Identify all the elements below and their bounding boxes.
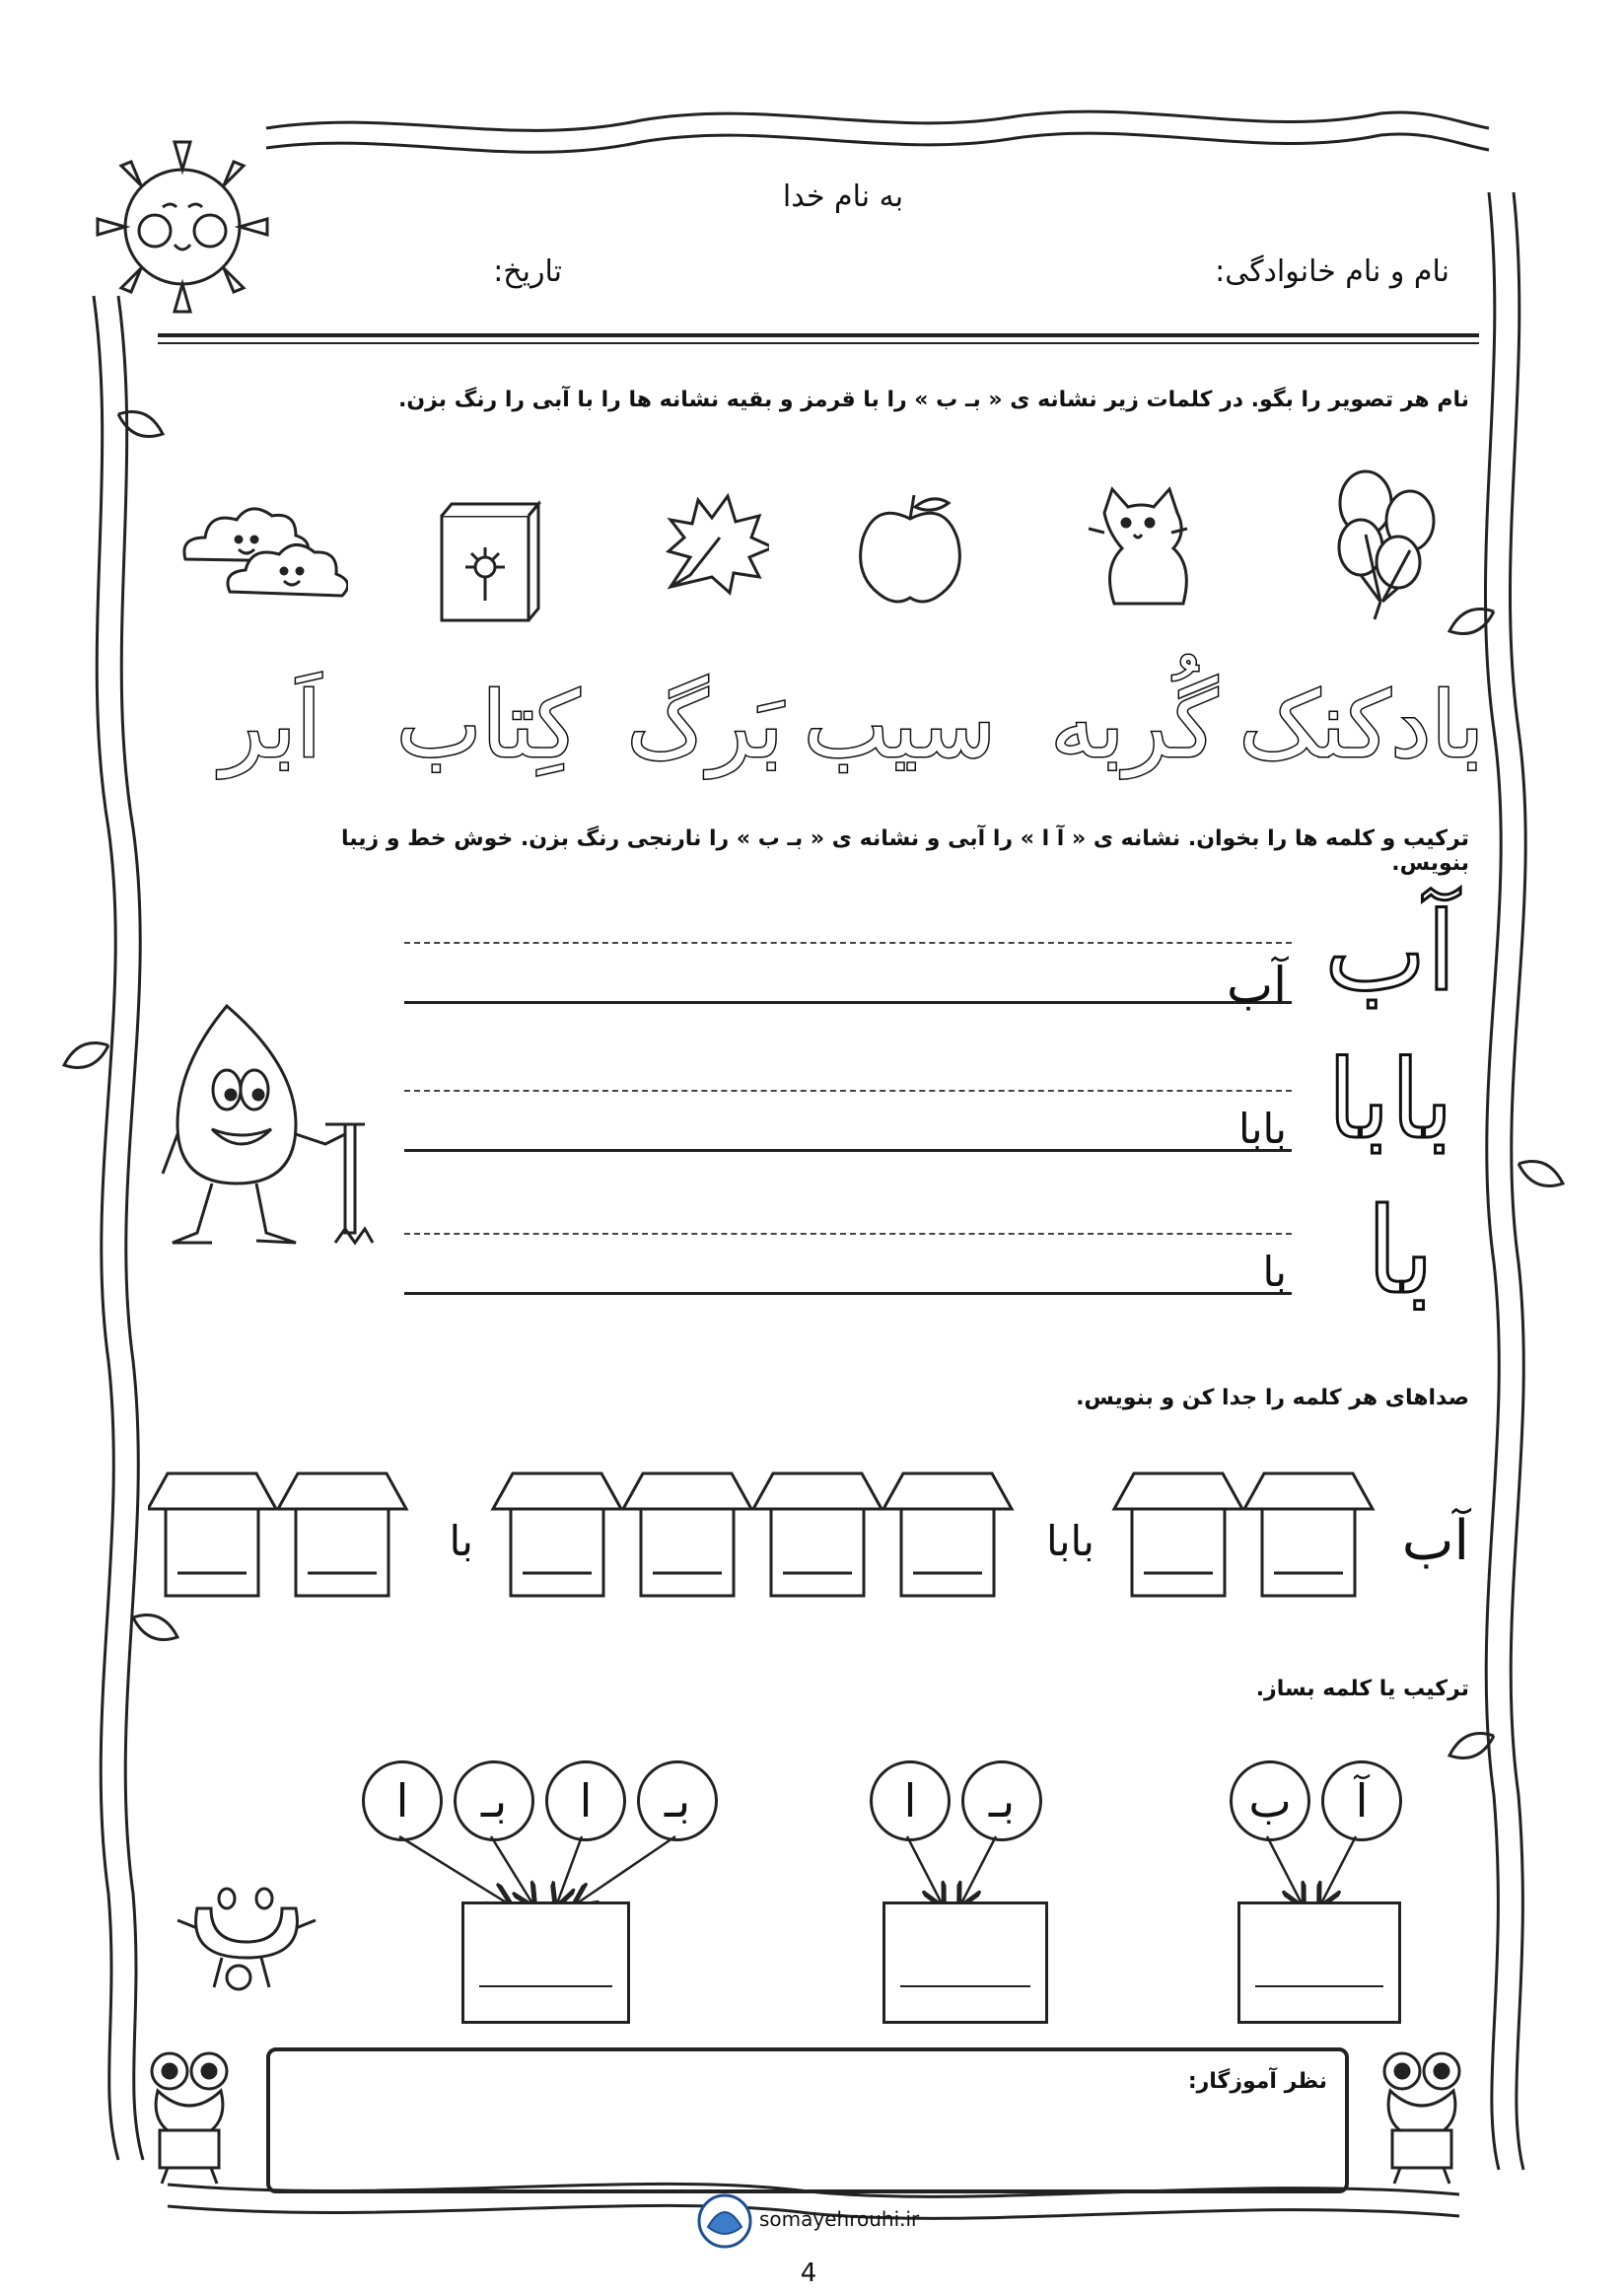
big-word-ba: با	[1366, 1183, 1435, 1321]
big-word-baba: بابا	[1326, 1037, 1454, 1163]
name-label: نام و نام خانوادگی:	[1215, 254, 1449, 289]
balloons-icon	[1321, 464, 1449, 621]
answer-box[interactable]	[461, 1901, 630, 2024]
house-box	[148, 1473, 276, 1596]
house-box	[1114, 1473, 1242, 1596]
letter-circle: ا	[870, 1760, 951, 1841]
section2-instruction: ترکیب و کلمه ها را بخوان. نشانه ی « آ ا » را آبی و نشانه ی « بـ ب » را نارنجی رنگ بزن. خوش خط و زیبا بنویس.	[341, 826, 1469, 876]
s3-word-ab: آب	[1401, 1509, 1469, 1573]
house-box	[623, 1473, 751, 1596]
sound-houses	[148, 1470, 1380, 1608]
website-text: somayehrouhi.ir	[759, 2207, 920, 2231]
letter-circle: بـ	[454, 1760, 534, 1841]
letter-circle: آ	[1321, 1760, 1402, 1841]
letter-circle: بـ	[637, 1760, 718, 1841]
site-logo-icon	[690, 2191, 759, 2251]
date-label: تاریخ:	[493, 254, 562, 289]
house-box	[493, 1473, 621, 1596]
section1-instruction: نام هر تصویر را بگو. در کلمات زیر نشانه ی « بـ ب » را با قرمز و بقیه نشانه ها را با آبی را رنگ بزن.	[397, 388, 1469, 412]
letter-circle: بـ	[961, 1760, 1042, 1841]
small-word-baba: بابا	[1238, 1105, 1287, 1153]
book-icon	[434, 498, 542, 626]
word-ketab: کِتاب	[395, 673, 581, 778]
word-gorbe: گُربه	[1050, 673, 1218, 778]
sun-icon	[84, 128, 281, 325]
house-box	[883, 1473, 1012, 1596]
word-badkonak: بادکنک	[1238, 673, 1484, 778]
frog-reading-icon	[138, 2042, 247, 2189]
header-divider	[158, 333, 1479, 337]
frog-reading-icon	[1371, 2042, 1479, 2189]
page-number: 4	[800, 2259, 817, 2288]
water-drop-character-icon	[158, 996, 385, 1262]
house-box	[753, 1473, 882, 1596]
clouds-icon	[176, 498, 348, 602]
house-box	[278, 1473, 406, 1596]
small-word-ab: آب	[1227, 957, 1287, 1014]
word-barg: بَرگ	[626, 673, 784, 778]
teacher-comment-box[interactable]	[266, 2047, 1349, 2193]
word-abr: اَبر	[221, 673, 321, 778]
letter-be-character-icon	[168, 1879, 335, 1997]
section4-instruction: ترکیب یا کلمه بساز.	[1255, 1677, 1469, 1701]
s3-word-baba: بابا	[1046, 1517, 1094, 1565]
word-sib: سیب	[803, 673, 996, 778]
section3-instruction: صداهای هر کلمه را جدا کن و بنویس.	[1076, 1386, 1469, 1410]
small-word-ba: با	[1262, 1248, 1287, 1296]
letter-circle: ب	[1230, 1760, 1310, 1841]
teacher-label: نظر آموزگار:	[1187, 2069, 1327, 2094]
s3-word-ba: با	[449, 1517, 473, 1565]
answer-box[interactable]	[883, 1901, 1048, 2024]
cat-icon	[1085, 483, 1193, 611]
answer-box[interactable]	[1237, 1901, 1401, 2024]
big-word-ab: آب	[1323, 889, 1457, 1015]
leaf-icon	[651, 488, 769, 607]
house-box	[1244, 1473, 1373, 1596]
letter-circle: ا	[362, 1760, 443, 1841]
basmala-text: به نام خدا	[782, 179, 904, 214]
apple-icon	[856, 491, 964, 605]
header-divider-thin	[158, 342, 1479, 344]
letter-circle: ا	[545, 1760, 626, 1841]
